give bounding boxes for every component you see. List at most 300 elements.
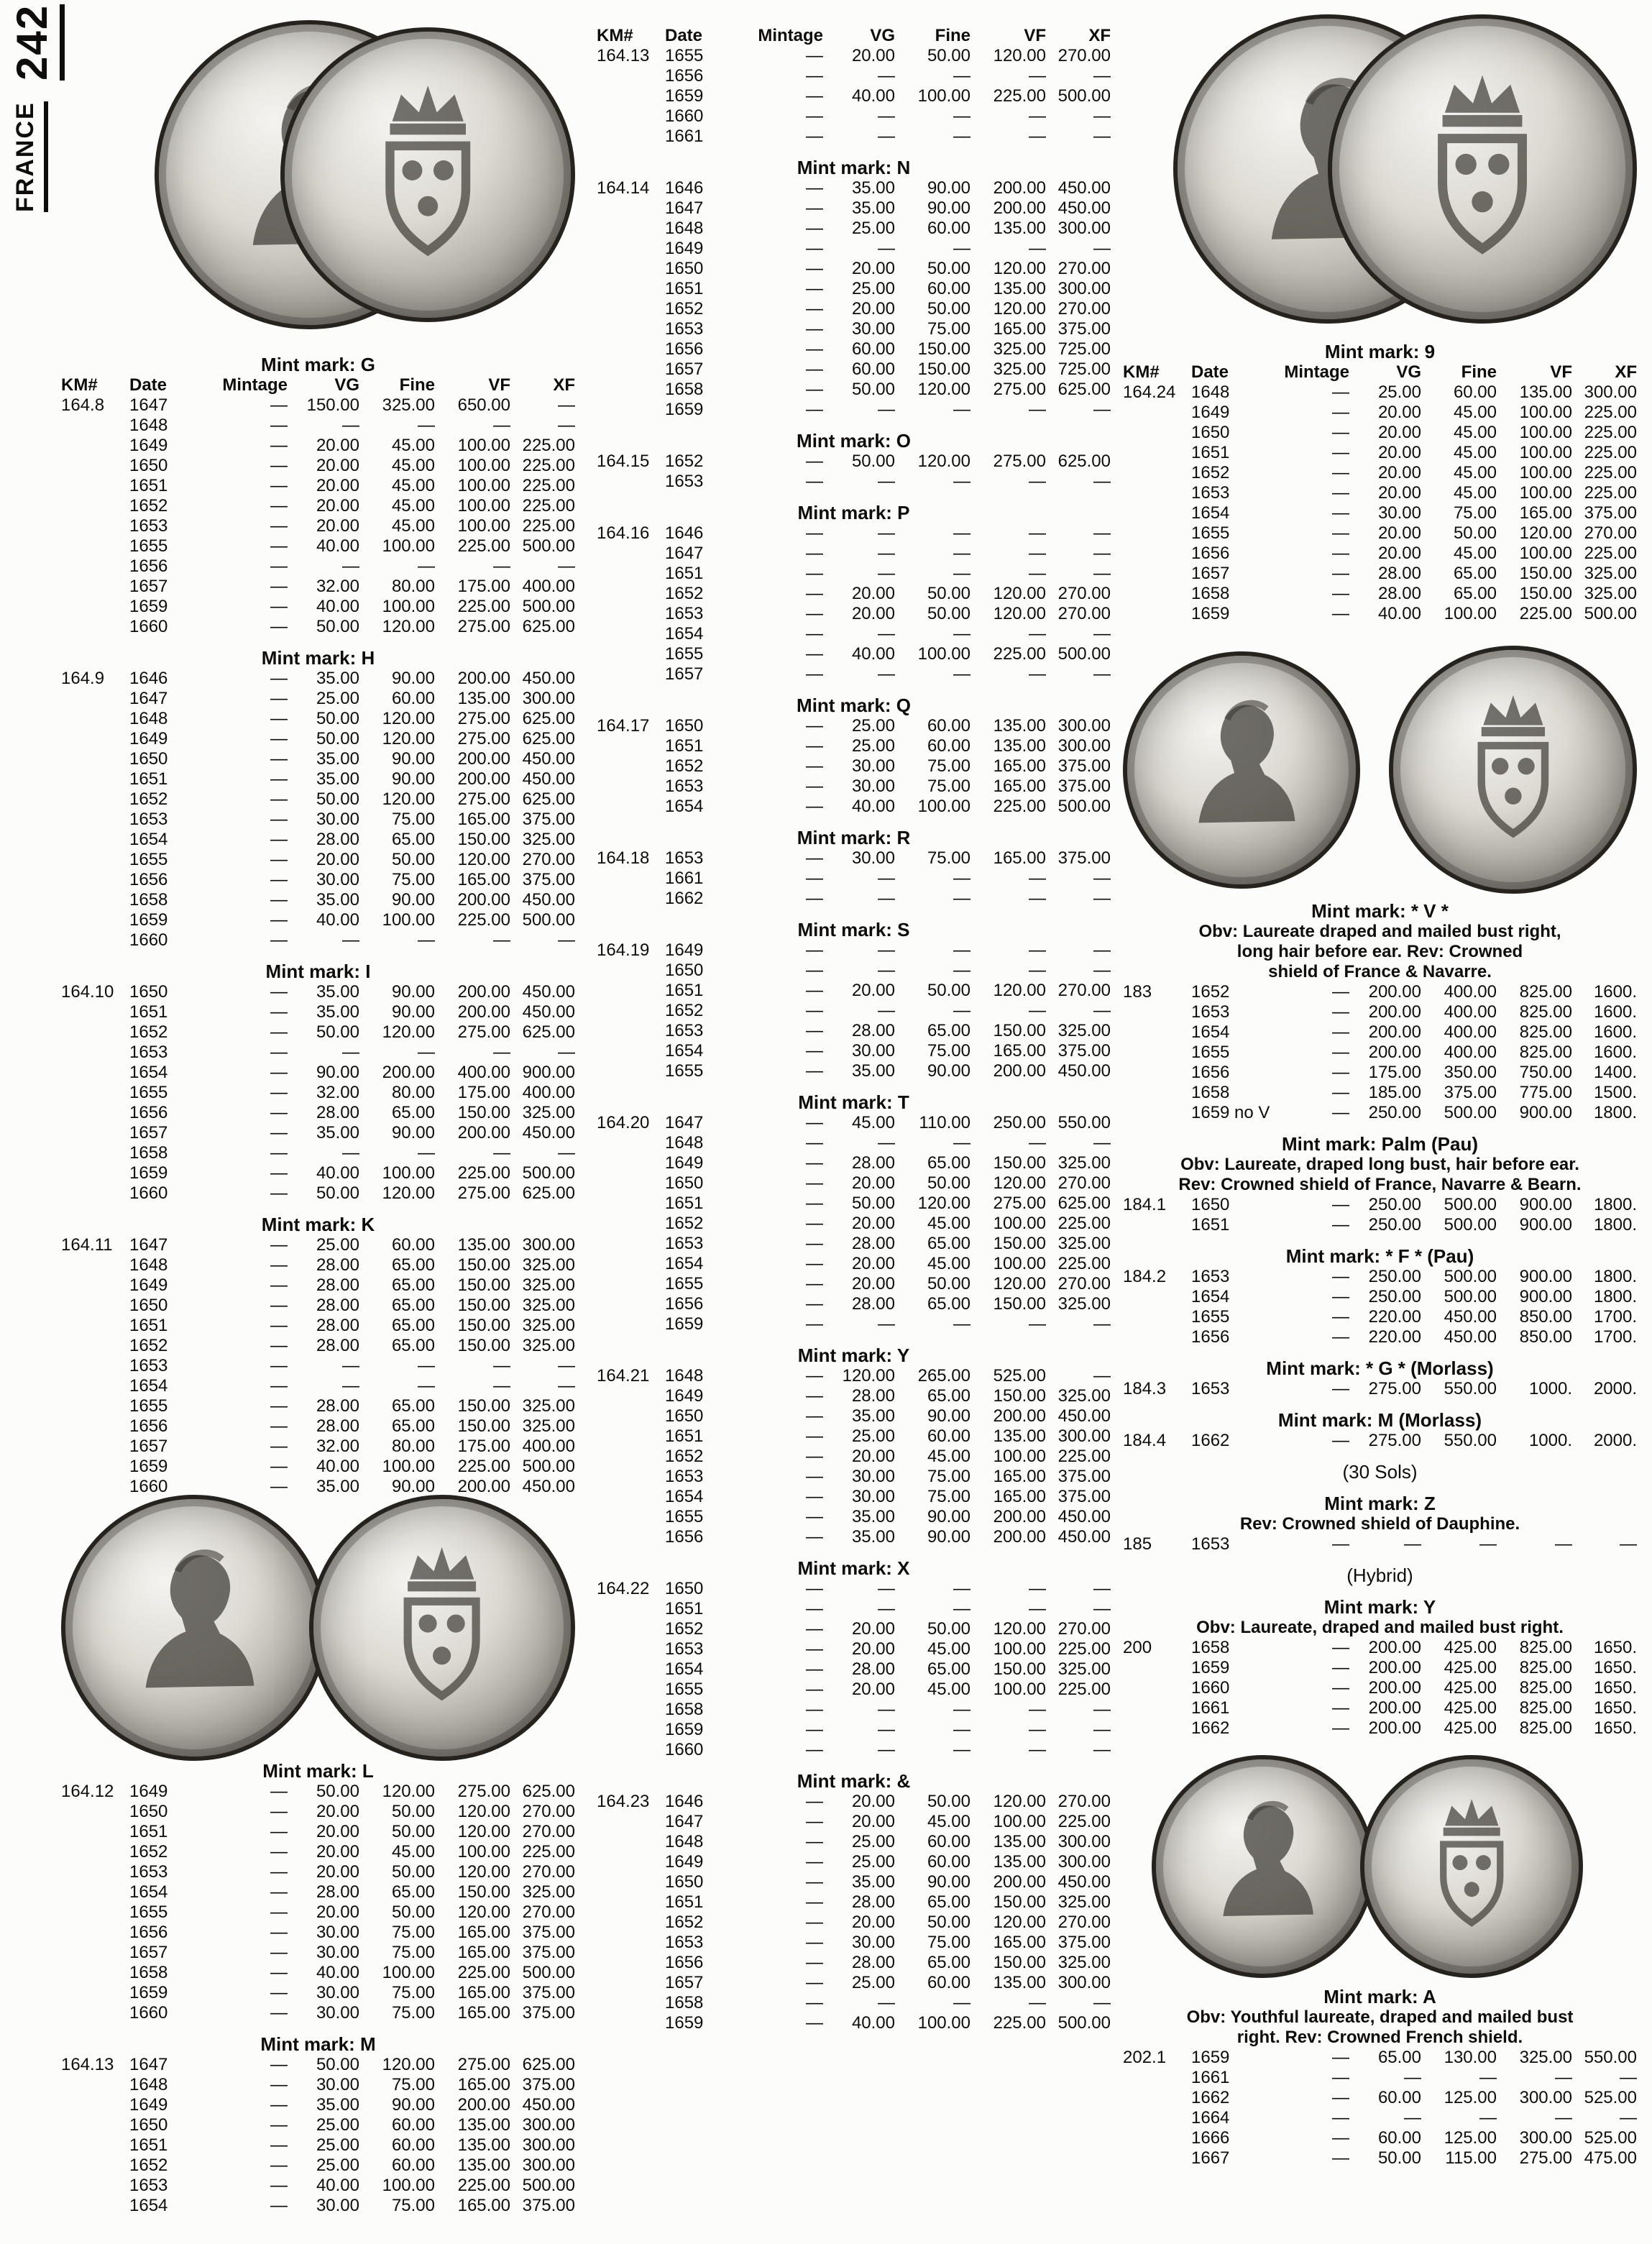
km-cell	[61, 689, 129, 709]
mintage-cell: —	[806, 1234, 823, 1253]
date-cell: 1659	[129, 1983, 168, 2002]
date-cell: 1660	[1191, 1678, 1230, 1698]
price-row	[597, 1792, 1111, 1812]
xf-cell: 450.00	[522, 1002, 575, 1022]
mintage-cell: —	[806, 299, 823, 319]
date-cell: 1647	[665, 198, 704, 218]
xf-cell: 1800.	[1593, 1267, 1637, 1286]
vg-cell: 35.00	[851, 1061, 895, 1081]
fine-cell: 50.00	[927, 584, 970, 603]
vg-cell: 20.00	[1377, 423, 1421, 442]
date-cell: 1655	[665, 1507, 704, 1526]
km-cell	[61, 910, 129, 930]
vf-cell: 150.00	[457, 1336, 510, 1355]
price-row	[597, 664, 1111, 684]
km-cell	[1123, 1043, 1191, 1063]
xf-cell: —	[1093, 523, 1111, 543]
date-cell: 1653	[1191, 1002, 1230, 1022]
vf-cell: 825.00	[1519, 1002, 1572, 1022]
km-cell	[597, 889, 665, 909]
mintage-cell: —	[1332, 2148, 1349, 2168]
xf-cell: 225.00	[522, 476, 575, 495]
fine-cell: 45.00	[1453, 544, 1497, 563]
fine-cell: 75.00	[927, 1041, 970, 1061]
price-row	[597, 797, 1111, 817]
vg-cell: 185.00	[1368, 1083, 1421, 1102]
price-row	[61, 1396, 575, 1416]
vf-cell: 275.00	[457, 1782, 510, 1801]
km-cell	[597, 1426, 665, 1447]
column-header-xf: XF	[553, 375, 575, 395]
mintage-cell: —	[806, 848, 823, 868]
mintage-cell: —	[806, 1659, 823, 1679]
price-row	[597, 299, 1111, 319]
vf-cell: 200.00	[457, 1477, 510, 1496]
mintage-cell: —	[806, 198, 823, 218]
vg-cell: 30.00	[851, 1487, 895, 1506]
vf-cell: 165.00	[1519, 503, 1572, 523]
vg-cell: 220.00	[1368, 1327, 1421, 1347]
date-cell: 1652	[665, 299, 704, 319]
fine-cell: 350.00	[1444, 1063, 1497, 1082]
xf-cell: 325.00	[522, 1336, 575, 1355]
price-row	[1123, 383, 1637, 403]
mintage-cell: —	[806, 1406, 823, 1426]
vg-cell: 45.00	[851, 1113, 895, 1132]
price-row	[597, 1021, 1111, 1041]
mintage-cell: —	[1332, 1327, 1349, 1347]
xf-cell: 450.00	[1057, 1527, 1111, 1547]
fine-cell: 400.00	[1444, 1022, 1497, 1042]
vg-cell: —	[342, 1143, 359, 1163]
xf-cell: 625.00	[522, 1022, 575, 1042]
mint-mark-title: Mint mark: * V *	[1311, 900, 1449, 922]
xf-cell: —	[558, 416, 575, 435]
price-row	[597, 869, 1111, 889]
xf-cell: 225.00	[522, 1842, 575, 1861]
price-row	[61, 1163, 575, 1183]
fine-cell: 325.00	[382, 395, 435, 415]
vg-cell: 200.00	[1368, 1022, 1421, 1042]
vf-cell: 825.00	[1519, 1022, 1572, 1042]
fine-cell: 80.00	[391, 1437, 435, 1456]
price-row	[597, 1153, 1111, 1173]
vf-cell: 150.00	[457, 1882, 510, 1902]
price-row	[1123, 1083, 1637, 1103]
mintage-cell: —	[1332, 1534, 1349, 1554]
mintage-cell: —	[270, 2055, 288, 2074]
column-header-vf: VF	[1550, 362, 1572, 382]
fine-cell: 75.00	[927, 1487, 970, 1506]
date-cell: 1655	[129, 850, 168, 869]
xf-cell: 225.00	[1584, 463, 1637, 482]
vf-cell: 120.00	[1519, 523, 1572, 543]
mintage-cell: —	[1332, 483, 1349, 503]
vf-cell: 165.00	[457, 1983, 510, 2002]
country-label: FRANCE	[12, 101, 48, 212]
vg-cell: 25.00	[316, 2135, 359, 2155]
xf-cell: 300.00	[1057, 1852, 1111, 1872]
fine-cell: 90.00	[391, 1002, 435, 1022]
date-cell: 1652	[665, 584, 704, 603]
xf-cell: —	[1093, 106, 1111, 126]
fine-cell: 125.00	[1444, 2128, 1497, 2148]
km-cell	[61, 436, 129, 456]
xf-cell: 225.00	[1057, 1639, 1111, 1659]
fine-cell: 50.00	[927, 46, 970, 65]
date-cell: 1649	[665, 1153, 704, 1173]
km-cell	[61, 2196, 129, 2216]
fine-cell: 75.00	[1453, 503, 1497, 523]
mintage-cell: —	[1332, 1083, 1349, 1102]
date-cell: 1660	[665, 106, 704, 126]
fine-cell: 120.00	[382, 2055, 435, 2074]
vg-cell: —	[342, 1356, 359, 1375]
date-cell: 1654	[665, 1254, 704, 1273]
date-cell: 1667	[1191, 2148, 1230, 2168]
xf-cell: 500.00	[1057, 797, 1111, 816]
price-row	[597, 716, 1111, 736]
xf-cell: 270.00	[1057, 1619, 1111, 1639]
km-cell	[61, 709, 129, 729]
vg-cell: —	[878, 1700, 895, 1719]
price-row	[1123, 2048, 1637, 2068]
fine-cell: 425.00	[1444, 1678, 1497, 1698]
km-cell	[597, 1872, 665, 1892]
fine-cell: 50.00	[391, 1902, 435, 1922]
date-cell: 1655	[129, 1902, 168, 1922]
price-row	[61, 1477, 575, 1497]
km-cell	[597, 339, 665, 360]
vf-cell: 100.00	[457, 436, 510, 455]
km-cell	[1123, 1063, 1191, 1083]
price-row	[61, 617, 575, 637]
price-row	[597, 1041, 1111, 1061]
vg-cell: 20.00	[851, 1447, 895, 1466]
xf-cell: 1700.	[1593, 1307, 1637, 1327]
coin-reverse-image	[309, 1495, 575, 1761]
mintage-cell: —	[806, 279, 823, 298]
vg-cell: 25.00	[851, 716, 895, 736]
xf-cell: 625.00	[522, 789, 575, 809]
vg-cell: 28.00	[316, 1416, 359, 1436]
date-cell: 1662	[665, 889, 704, 908]
km-cell	[61, 749, 129, 769]
price-row	[61, 2115, 575, 2135]
xf-cell: 625.00	[522, 1782, 575, 1801]
fine-cell: 120.00	[917, 1194, 970, 1213]
fine-cell: —	[418, 930, 435, 950]
km-cell: 164.24	[1123, 383, 1176, 402]
vg-cell: 28.00	[316, 1336, 359, 1355]
mintage-cell: —	[270, 769, 288, 789]
mintage-cell: —	[806, 1194, 823, 1213]
vf-cell: —	[493, 1043, 510, 1062]
km-cell	[61, 1123, 129, 1143]
xf-cell: 500.00	[522, 1163, 575, 1183]
fine-cell: 75.00	[391, 810, 435, 829]
price-row	[61, 1983, 575, 2003]
date-cell: 1658	[1191, 1638, 1230, 1657]
fine-cell: 65.00	[927, 1953, 970, 1972]
xf-cell: 225.00	[1584, 544, 1637, 563]
vf-cell: —	[493, 1356, 510, 1375]
km-cell	[597, 1133, 665, 1153]
vf-cell: 200.00	[993, 1507, 1046, 1526]
date-cell: 1650	[129, 749, 168, 769]
vf-cell: 225.00	[457, 910, 510, 930]
mintage-cell: —	[806, 1740, 823, 1759]
vf-cell: 150.00	[993, 1234, 1046, 1253]
date-cell: 1651	[665, 564, 704, 583]
price-row	[61, 1416, 575, 1437]
price-row	[61, 1862, 575, 1882]
xf-cell: 300.00	[522, 2135, 575, 2155]
km-cell	[597, 1061, 665, 1081]
date-cell: 1647	[129, 1235, 168, 1255]
mintage-cell: —	[270, 1002, 288, 1022]
vf-cell: 100.00	[1519, 463, 1572, 482]
vg-cell: —	[878, 664, 895, 684]
km-cell	[597, 106, 665, 127]
date-cell: 1650	[665, 961, 704, 980]
vf-cell: 165.00	[993, 777, 1046, 796]
mintage-cell: —	[806, 889, 823, 908]
vf-cell: —	[1029, 66, 1046, 86]
fine-cell: 75.00	[391, 1983, 435, 2002]
price-row	[1123, 564, 1637, 584]
fine-cell: —	[953, 544, 970, 563]
vf-cell: 100.00	[993, 1639, 1046, 1659]
vf-cell: 165.00	[457, 2003, 510, 2023]
vg-cell: —	[878, 869, 895, 888]
vg-cell: 60.00	[851, 339, 895, 359]
fine-cell: —	[418, 557, 435, 576]
vf-cell: 120.00	[993, 1274, 1046, 1293]
fine-cell: 50.00	[927, 1792, 970, 1811]
vf-cell: —	[1029, 1700, 1046, 1719]
column-header-vf: VF	[488, 375, 510, 395]
km-cell	[597, 198, 665, 219]
vg-cell: 20.00	[851, 1214, 895, 1233]
fine-cell: 50.00	[927, 1619, 970, 1639]
price-row	[1123, 1307, 1637, 1327]
km-cell: 184.4	[1123, 1431, 1167, 1450]
vf-cell: 120.00	[993, 1173, 1046, 1193]
km-cell	[597, 756, 665, 777]
xf-cell: 625.00	[522, 2055, 575, 2074]
mintage-cell: —	[1332, 463, 1349, 482]
km-cell	[597, 1527, 665, 1547]
mintage-cell: —	[806, 239, 823, 258]
vg-cell: 25.00	[316, 1235, 359, 1255]
date-cell: 1647	[665, 1113, 704, 1132]
date-cell: 1656	[665, 1953, 704, 1972]
vf-cell: 275.00	[993, 380, 1046, 399]
xf-cell: 270.00	[1057, 259, 1111, 278]
vf-cell: 120.00	[457, 1902, 510, 1922]
price-row	[61, 1356, 575, 1376]
vf-cell: 400.00	[457, 1063, 510, 1082]
xf-cell: 450.00	[522, 749, 575, 769]
fine-cell: 60.00	[927, 279, 970, 298]
mintage-cell: —	[806, 1700, 823, 1719]
vg-cell: 200.00	[1368, 1043, 1421, 1062]
vg-cell: 28.00	[851, 1892, 895, 1912]
xf-cell: —	[1093, 664, 1111, 684]
date-cell: 1658	[665, 1700, 704, 1719]
price-row	[1123, 1658, 1637, 1678]
vf-cell: 900.00	[1519, 1215, 1572, 1235]
km-cell	[61, 1083, 129, 1103]
vg-cell: 30.00	[851, 777, 895, 796]
fine-cell: 90.00	[391, 669, 435, 688]
date-cell: 1660	[129, 617, 168, 636]
fine-cell: 50.00	[391, 850, 435, 869]
mintage-cell: —	[806, 797, 823, 816]
date-cell: 1648	[665, 1366, 704, 1386]
mintage-cell: —	[270, 1437, 288, 1456]
vg-cell: —	[878, 961, 895, 980]
km-cell	[597, 777, 665, 797]
date-cell: 1652	[1191, 982, 1230, 1002]
vg-cell: 30.00	[316, 810, 359, 829]
date-cell: 1656	[129, 1416, 168, 1436]
vf-cell: 275.00	[457, 1022, 510, 1042]
xf-cell: 500.00	[522, 910, 575, 930]
mintage-cell: —	[806, 2013, 823, 2033]
price-row	[597, 339, 1111, 360]
date-cell: 1652	[665, 756, 704, 776]
fine-cell: 50.00	[1453, 523, 1497, 543]
price-row	[597, 1700, 1111, 1720]
fine-cell: 75.00	[391, 870, 435, 889]
fine-cell: 50.00	[927, 981, 970, 1000]
date-cell: 1648	[665, 1133, 704, 1153]
fine-cell: 60.00	[927, 1426, 970, 1446]
date-cell: 1656	[665, 1527, 704, 1547]
mintage-cell: —	[1332, 2128, 1349, 2148]
variety-description: shield of France & Navarre.	[1268, 962, 1492, 981]
date-cell: 1650	[129, 456, 168, 475]
vf-cell: 150.00	[1519, 564, 1572, 583]
vf-cell: 150.00	[457, 1296, 510, 1315]
date-cell: 1653	[665, 848, 704, 868]
fine-cell: 120.00	[382, 1022, 435, 1042]
vg-cell: —	[878, 544, 895, 563]
vf-cell: 165.00	[993, 1467, 1046, 1486]
km-cell	[597, 1001, 665, 1021]
km-cell	[61, 1316, 129, 1336]
xf-cell: —	[1093, 400, 1111, 419]
vg-cell: 40.00	[316, 1963, 359, 1982]
denomination-note: (Hybrid)	[1346, 1565, 1413, 1586]
price-row	[61, 496, 575, 516]
date-cell: 1651	[129, 1002, 168, 1022]
mintage-cell: —	[270, 1083, 288, 1102]
xf-cell: 500.00	[1584, 604, 1637, 623]
date-cell: 1656	[129, 557, 168, 576]
price-row	[61, 982, 575, 1002]
vg-cell: 20.00	[851, 1274, 895, 1293]
date-cell: 1654	[665, 1487, 704, 1506]
date-cell: 1658	[129, 1963, 168, 1982]
km-cell	[1123, 604, 1191, 624]
vg-cell: —	[878, 624, 895, 644]
km-cell	[597, 400, 665, 420]
vf-cell: 200.00	[457, 1002, 510, 1022]
fine-cell: 75.00	[927, 756, 970, 776]
xf-cell: 625.00	[1057, 1194, 1111, 1213]
vg-cell: 25.00	[851, 279, 895, 298]
vf-cell: 200.00	[993, 178, 1046, 198]
fine-cell: 400.00	[1444, 982, 1497, 1002]
km-cell: 164.17	[597, 716, 650, 736]
fine-cell: 90.00	[927, 1872, 970, 1892]
fine-cell: 100.00	[1444, 604, 1497, 623]
mintage-cell: —	[270, 1822, 288, 1841]
xf-cell: 300.00	[1057, 1426, 1111, 1446]
mintage-cell: —	[270, 749, 288, 769]
price-row	[61, 810, 575, 830]
xf-cell: 225.00	[1057, 1812, 1111, 1831]
price-row	[597, 46, 1111, 66]
date-cell: 1647	[665, 544, 704, 563]
vg-cell: 35.00	[851, 1507, 895, 1526]
price-row	[597, 736, 1111, 756]
date-cell: 1662	[1191, 1718, 1230, 1738]
km-cell	[61, 1822, 129, 1842]
vg-cell: 25.00	[851, 219, 895, 238]
mintage-cell: —	[806, 1467, 823, 1486]
vg-cell: —	[878, 564, 895, 583]
price-row	[597, 889, 1111, 909]
fine-cell: 65.00	[1453, 564, 1497, 583]
date-cell: 1655	[665, 644, 704, 664]
mint-mark-title: Mint mark: M	[260, 2033, 376, 2055]
vf-cell: —	[1029, 940, 1046, 960]
km-cell	[597, 1619, 665, 1639]
vf-cell: 120.00	[457, 850, 510, 869]
xf-cell: 400.00	[522, 577, 575, 596]
km-cell	[597, 1913, 665, 1933]
km-cell	[597, 1294, 665, 1314]
price-row	[597, 940, 1111, 961]
price-row	[1123, 1215, 1637, 1235]
mint-mark-title: Mint mark: * F * (Pau)	[1285, 1245, 1474, 1267]
vf-cell: 100.00	[457, 516, 510, 536]
fine-cell: 100.00	[382, 1963, 435, 1982]
vg-cell: 25.00	[316, 2156, 359, 2175]
date-cell: 1646	[665, 523, 704, 543]
fine-cell: 90.00	[927, 1406, 970, 1426]
xf-cell: 375.00	[1057, 756, 1111, 776]
column-header-fine: Fine	[1461, 362, 1497, 382]
fine-cell: 90.00	[391, 1123, 435, 1142]
price-row	[597, 1274, 1111, 1294]
km-cell	[597, 1993, 665, 2013]
xf-cell: 525.00	[1584, 2128, 1637, 2148]
vg-cell: 200.00	[1368, 1658, 1421, 1677]
mint-mark-title: Mint mark: M (Morlass)	[1277, 1409, 1482, 1431]
vg-cell: 35.00	[851, 1527, 895, 1547]
km-cell	[597, 869, 665, 889]
vg-cell: 30.00	[316, 1923, 359, 1942]
vf-cell: 200.00	[457, 2095, 510, 2115]
vf-cell: —	[1555, 2068, 1572, 2087]
xf-cell: 300.00	[522, 1235, 575, 1255]
mintage-cell: —	[806, 716, 823, 736]
